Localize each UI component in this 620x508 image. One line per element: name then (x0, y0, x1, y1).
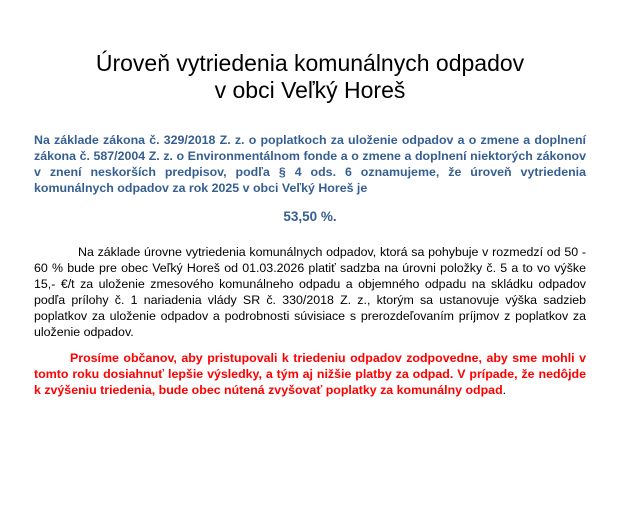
appeal-end: . (502, 383, 507, 397)
body-paragraph: Na základe úrovne vytriedenia komunálnych odpadov, ktorá sa pohybuje v rozmedzí od 50 - 60 % bude pre obec Veľký Horeš od 01.03.2026 platiť sadzba na úrovni položky č. 5 a to vo výške 15,- €/t za uloženie zmesového komunálneho odpadu a objemného odpadu na skládku odpadov podľa prílohy č. 1 nariadenia vlády SR č. 330/2018 Z. z., ktorým sa ustanovuje výška sadzieb poplatkov za uloženie odpadov a podrobnosti súvisiace s prerozdeľovaním príjmov z poplatkov za uloženie odpadov. (34, 245, 586, 339)
title-line-2: v obci Veľký Horeš (214, 77, 406, 103)
appeal-text: Prosíme občanov, aby pristupovali k triedeniu odpadov zodpovedne, aby sme mohli v tomto roku dosiahnuť lepšie výsledky, a tým aj nižšie platby za odpad. V prípade, že nedôjde k zvýšeniu triedenia, bude obec nútená zvyšovať poplatky za komunálny odpad (34, 351, 586, 397)
intro-paragraph: Na základe zákona č. 329/2018 Z. z. o poplatkoch za uloženie odpadov a o zmene a doplnení zákona č. 587/2004 Z. z. o Environmentálnom fonde a o zmene a doplnení niektorých zákonov v znení neskorších predpisov, podľa § 4 ods. 6 oznamujeme, že úroveň vytriedenia komunálnych odpadov za rok 2025 v obci Veľký Horeš je (34, 133, 586, 195)
sorting-percentage: 53,50 %. (283, 209, 337, 224)
title-line-1: Úroveň vytriedenia komunálnych odpadov (95, 50, 525, 76)
appeal-paragraph (34, 350, 586, 398)
page-title (30, 50, 590, 104)
